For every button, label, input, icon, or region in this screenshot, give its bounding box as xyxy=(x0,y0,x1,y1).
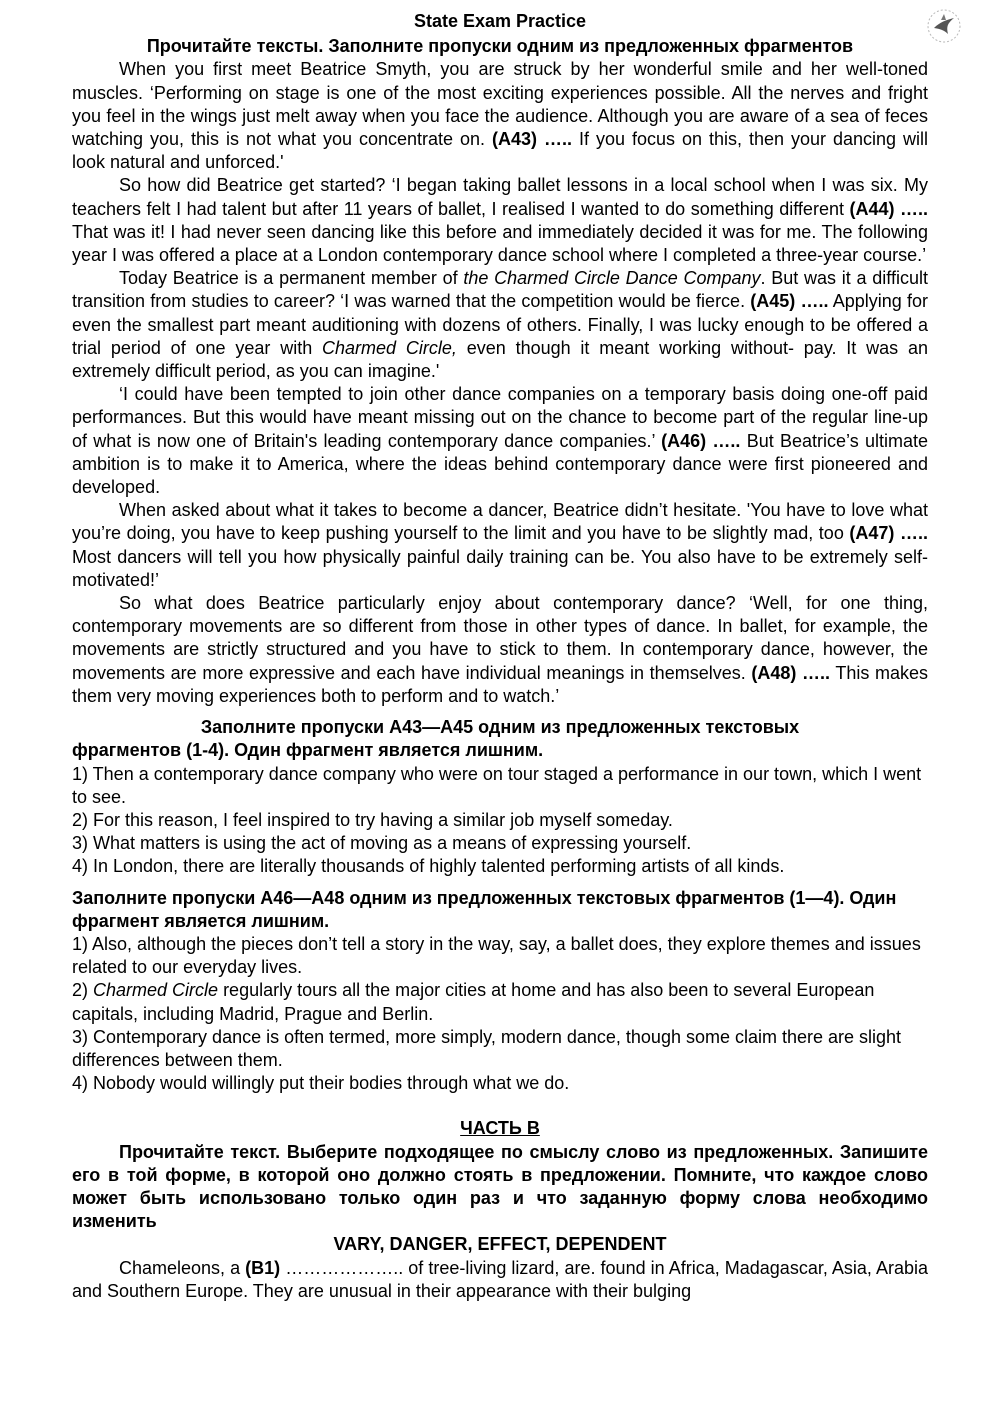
task-a43-a45 xyxy=(72,716,928,878)
task2-heading: Заполните пропуски А46—А48 одним из предложенных текстовых фрагментов (1—4). Один фрагмент является лишним. xyxy=(72,887,897,931)
worksheet-page xyxy=(72,10,928,1303)
word-bank: VARY, DANGER, EFFECT, DEPENDENT xyxy=(333,1234,667,1255)
gap-a44: (A44) ….. xyxy=(849,198,929,219)
gap-a47: (A47) ….. xyxy=(849,523,929,544)
gap-a43: (A43) ….. xyxy=(492,129,573,150)
article-paragraph-1: When you first meet Beatrice Smyth, you are struck by her wonderful smile and her well-toned muscles. ‘Performing on stage is one of the most exciting experiences possible. All the nerves and fright you feel in the wings just melt away when you face the audience. Although you are aware of a sea of feces watching you, this is not what you concentrate on. (A43) ….. If you focus on this, then your dancing will look natural and unforced.' xyxy=(72,59,929,173)
task2-option: 3) Contemporary dance is often termed, more simply, modern dance, though some claim there are slight differences between them. xyxy=(72,1026,902,1070)
task2-option: 2) Charmed Circle regularly tours all the major cities at home and has also been to several European capitals, including Madrid, Prague and Berlin. xyxy=(72,980,875,1024)
page-title: State Exam Practice xyxy=(413,11,587,31)
gap-a46: (A46) ….. xyxy=(661,430,741,451)
article-paragraph-4: ‘I could have been tempted to join other dance companies on a temporary basis doing one-off paid performances. But this would have meant missing out on the chance to become part of the regular line-up of what is now one of Britain's leading contemporary dance companies.’ (A46) ….. But Beatrice’s ultimate ambition is to make it to America, where the ideas behind contemporary dance were first pioneered and developed. xyxy=(72,384,928,498)
task2-option: 1) Also, although the pieces don’t tell a story in the way, say, a ballet does, they explore themes and issues related to our everyday lives. xyxy=(72,933,921,978)
reading-instruction: Прочитайте тексты. Заполните пропуски одним из предложенных фрагментов xyxy=(146,36,854,57)
part-b-section xyxy=(72,1117,928,1303)
bird-logo-icon xyxy=(926,8,962,44)
part-b-text: Chameleons, a (B1) ……………….. of tree-living lizard, are. found in Africa, Madagascar, Asia, Arabia and Southern Europe. They are unusual in their appearance with their bulging xyxy=(72,1257,928,1301)
gap-b1: (B1) xyxy=(245,1257,281,1278)
gap-a48: (A48) ….. xyxy=(751,662,831,683)
gap-a45: (A45) ….. xyxy=(750,291,829,312)
task1-heading-line2: фрагментов (1-4). Один фрагмент является лишним. xyxy=(72,740,544,761)
article-paragraph-5: When asked about what it takes to become a dancer, Beatrice didn’t hesitate. 'You have to love what you’re doing, you have to keep pushing yourself to the limit and you have to be slightly mad, too (A47) ….. Most dancers will tell you how physically painful daily training can be. You also have to be extremely self-motivated!’ xyxy=(72,500,929,590)
task2-option: 4) Nobody would willingly put their bodies through what we do. xyxy=(72,1073,570,1094)
article-paragraph-3: Today Beatrice is a permanent member of the Charmed Circle Dance Company. But was it a difficult transition from studies to career? ‘I was warned that the competition would be fierce. (A45) ….. Applying for even the smallest part meant auditioning with dozens of others. Finally, I was lucky enough to be offered a trial period of one year with Charmed Circle, even though it meant working without- pay. It was an extremely difficult period, as you can imagine.' xyxy=(72,268,928,382)
task1-option: 3) What matters is using the act of moving as a means of expressing yourself. xyxy=(72,833,692,854)
task1-option: 2) For this reason, I feel inspired to try having a similar job myself someday. xyxy=(72,809,673,830)
task-a46-a48 xyxy=(72,887,928,1096)
task1-option: 1) Then a contemporary dance company who were on tour staged a performance in our town, which I went to see. xyxy=(72,763,922,807)
part-b-instruction: Прочитайте текст. Выберите подходящее по смыслу слово из предложенных. Запишите его в той форме, в которой оно должно стоять в предложении. Помните, что каждое слово может быть использовано только один раз и что заданную форму слова необходимо изменить xyxy=(72,1141,928,1232)
article-paragraph-2: So how did Beatrice get started? ‘I began taking ballet lessons in a local school when I was six. My teachers felt I had talent but after 11 years of ballet, I realised I wanted to do something different (A44) ….. That was it! I had never seen dancing like this before and immediately decided it was for me. The following year I was offered a place at a London contemporary dance school where I completed a three-year course.’ xyxy=(72,175,929,266)
article-paragraph-6: So what does Beatrice particularly enjoy about contemporary dance? ‘Well, for one thing, contemporary movements are so different from those in other types of dance. In ballet, for example, the movements are strictly structured and you have to stick to them. In contemporary dance, however, the movements are more expressive and each have individual meanings in themselves. (A48) ….. This makes them very moving experiences both to perform and to watch.’ xyxy=(72,593,928,706)
task1-option: 4) In London, there are literally thousands of highly talented performing artists of all kinds. xyxy=(72,856,785,877)
part-b-heading: ЧАСТЬ В xyxy=(460,1118,540,1139)
task1-heading-line1: Заполните пропуски А43—А45 одним из предложенных текстовых xyxy=(200,717,800,738)
